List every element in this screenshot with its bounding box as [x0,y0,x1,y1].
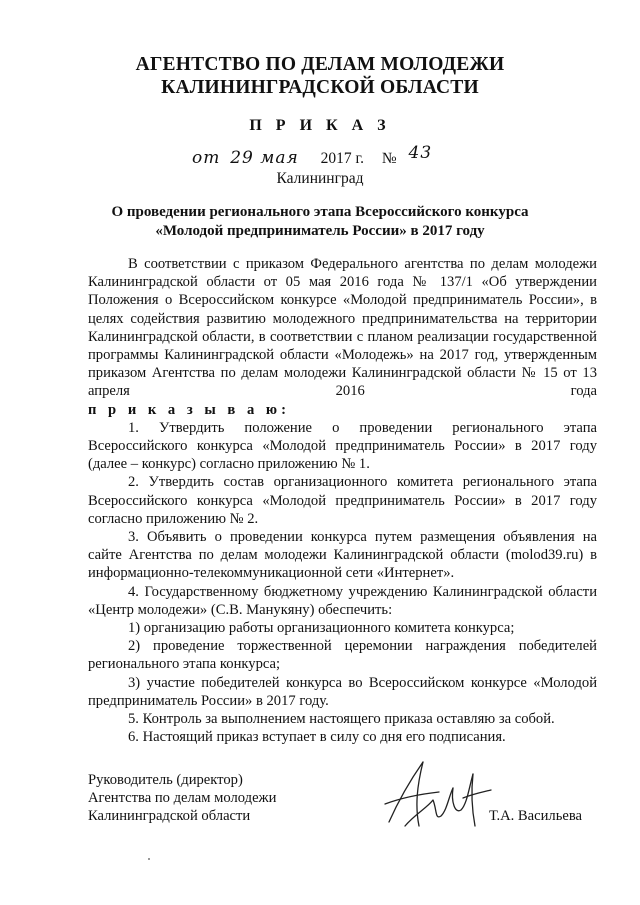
agency-name-line1: АГЕНТСТВО ПО ДЕЛАМ МОЛОДЕЖИ [135,54,505,75]
order-item: 5. Контроль за выполнением настоящего приказа оставляю за собой. [128,711,555,728]
order-body [88,255,597,746]
order-subitem: 1) организацию работы организационного комитета конкурса; [128,620,515,637]
order-number-handwritten: 43 [408,143,433,163]
order-item: 4. Государственному бюджетному учреждению Калининградской области «Центр молодежи» (С.В. Манукяну) обеспечить: [88,583,597,618]
signature-block [88,771,276,826]
subject-line1: О проведении регионального этапа Всероссийского конкурса [111,204,529,220]
handwritten-signature [375,752,495,842]
scan-speck [148,858,150,860]
order-number-sign: № [381,150,397,167]
subject-line2: «Молодой предприниматель России» в 2017 году [155,223,485,239]
date-day-month-handwritten: 29 мая [230,148,299,168]
preamble-paragraph: В соответствии с приказом Федерального агентства по делам молодежи Калининградской области от 05 мая 2016 года № 137/1 «Об утверждении Положения о Всероссийском конкурсе «Молодой предприниматель России», в целях содействия развитию молодежного предпринимательства на территории Калининградской области, в соответствии с планом реализации государственной программы Калининградской области «Молодежь» на 2017 год, утвержденным приказом Агентства по делам молодежи Калининградской области № 15 от 13 апреля 2016 года [88,256,597,400]
order-date-row [192,143,433,168]
signatory-position-line1: Руководитель (директор) [88,772,243,788]
order-subject [0,203,640,241]
order-word: п р и к а з ы в а ю: [88,401,290,418]
order-year: 2017 г. [320,150,364,167]
signatory-position-line2: Агентства по делам молодежи [88,790,277,807]
order-word-line [88,401,597,419]
agency-name-line2: КАЛИНИНГРАДСКОЙ ОБЛАСТИ [161,77,479,98]
order-item: 6. Настоящий приказ вступает в силу со дня его подписания. [128,729,506,746]
order-subitem: 2) проведение торжественной церемонии награждения победителей регионального этапа конкурса; [88,638,597,673]
order-item: 2. Утвердить состав организационного комитета регионального этапа Всероссийского конкурса «Молодой предприниматель России» в 2017 году согласно приложению № 2. [88,474,597,527]
date-prefix-handwritten: от [192,148,221,168]
order-item: 1. Утвердить положение о проведении регионального этапа Всероссийского конкурса «Молодой предприниматель России» в 2017 году (далее – конкурс) согласно приложению № 1. [88,419,597,473]
signatory-position-line3: Калининградской области [88,808,251,825]
order-item: 3. Объявить о проведении конкурса путем размещения объявления на сайте Агентства по делам молодежи Калининградской области (molod39.ru) в информационно-телекоммуникационной сети «Интернет». [88,529,597,582]
city-name: Калининград [276,170,364,187]
order-subitem: 3) участие победителей конкурса во Всероссийском конкурсе «Молодой предприниматель России» в 2017 году. [88,674,597,709]
signer-name: Т.А. Васильева [489,808,583,824]
order-title: П Р И К А З [249,117,391,134]
